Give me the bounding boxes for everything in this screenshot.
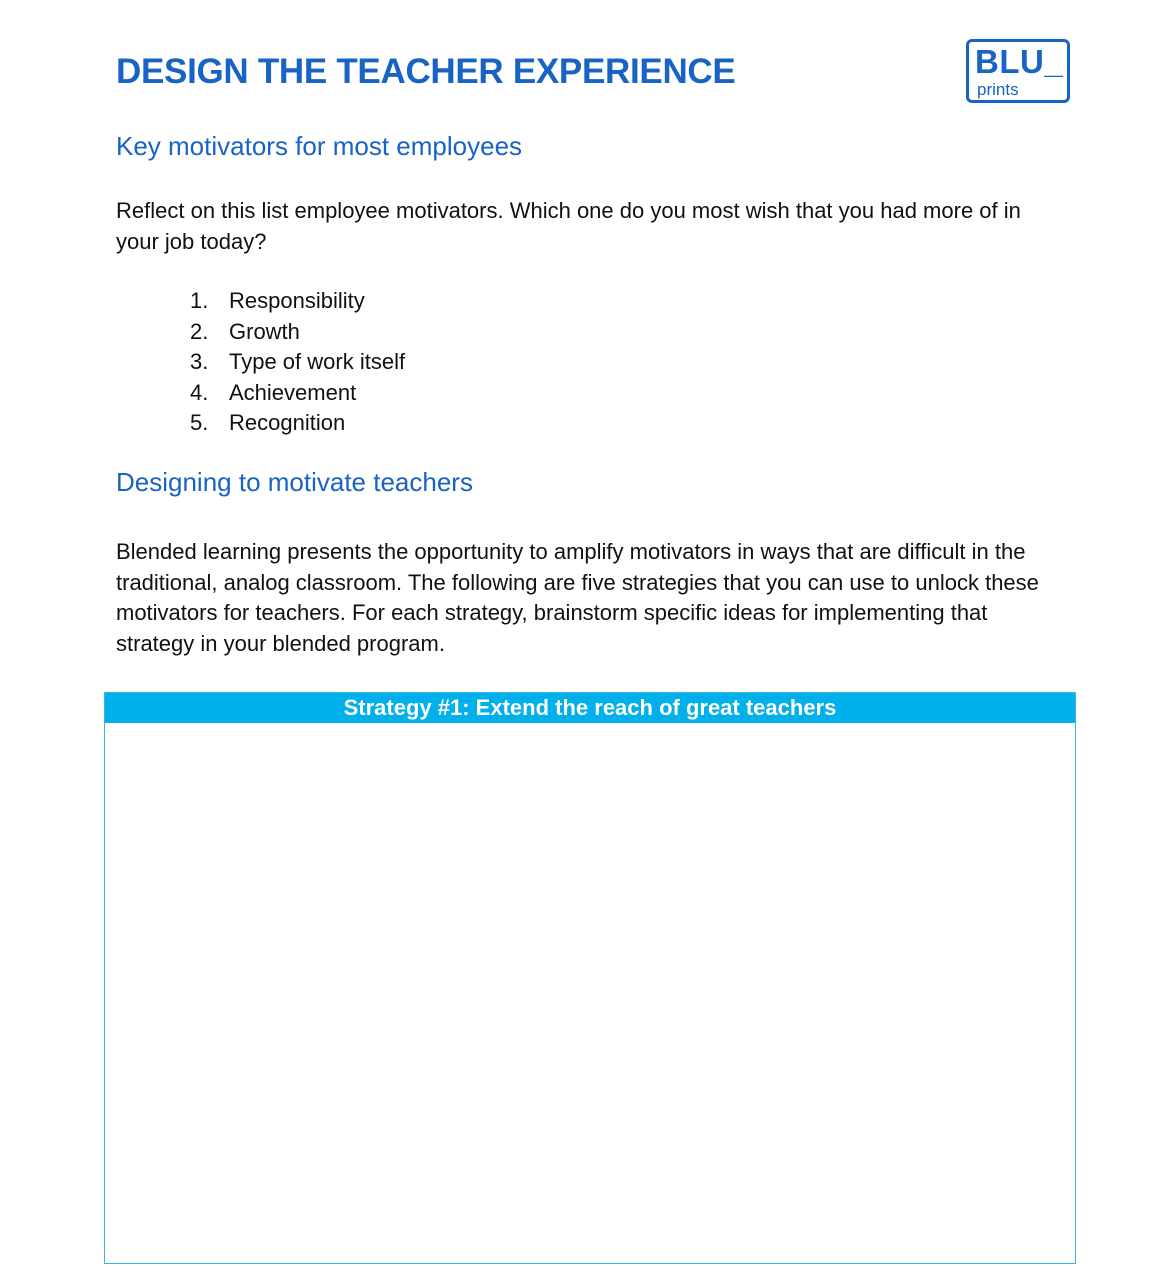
list-item: [190, 408, 405, 439]
list-item-label: Responsibility: [229, 288, 365, 313]
logo-main-text: BLU_: [975, 43, 1064, 80]
strategy-response-area[interactable]: [105, 723, 1075, 1263]
blended-paragraph: Blended learning presents the opportunity to amplify motivators in ways that are difficult in the traditional, analog classroom. The following are five strategies that you can use to unlock these motivators for teachers. For each strategy, brainstorm specific ideas for implementing that strategy in your blended program.: [116, 539, 1039, 656]
list-item-number: 1.: [190, 288, 209, 313]
list-item-label: Recognition: [229, 410, 346, 435]
page-title: DESIGN THE TEACHER EXPERIENCE: [116, 52, 736, 91]
strategy-header: Strategy #1: Extend the reach of great teachers: [105, 693, 1075, 723]
strategy-table: [104, 692, 1076, 1264]
list-item-label: Type of work itself: [229, 349, 406, 374]
list-item-number: 3.: [190, 349, 209, 374]
list-item-number: 5.: [190, 410, 209, 435]
motivator-list: [190, 286, 405, 439]
list-item-label: Achievement: [229, 379, 357, 405]
list-item: [190, 347, 405, 378]
list-item: [190, 378, 405, 409]
logo-sub-text: prints: [977, 80, 1019, 99]
reflect-prompt: Reflect on this list employee motivators. Which one do you most wish that you had more of in your job today?: [116, 198, 1021, 254]
key-motivators-heading: Key motivators for most employees: [116, 131, 523, 161]
blu-prints-logo: [966, 39, 1070, 103]
designing-heading: Designing to motivate teachers: [116, 467, 473, 497]
list-item: [190, 286, 405, 317]
list-item: [190, 317, 405, 348]
list-item-label: Growth: [229, 318, 300, 344]
list-item-number: 2.: [190, 318, 209, 344]
list-item-number: 4.: [190, 379, 209, 405]
